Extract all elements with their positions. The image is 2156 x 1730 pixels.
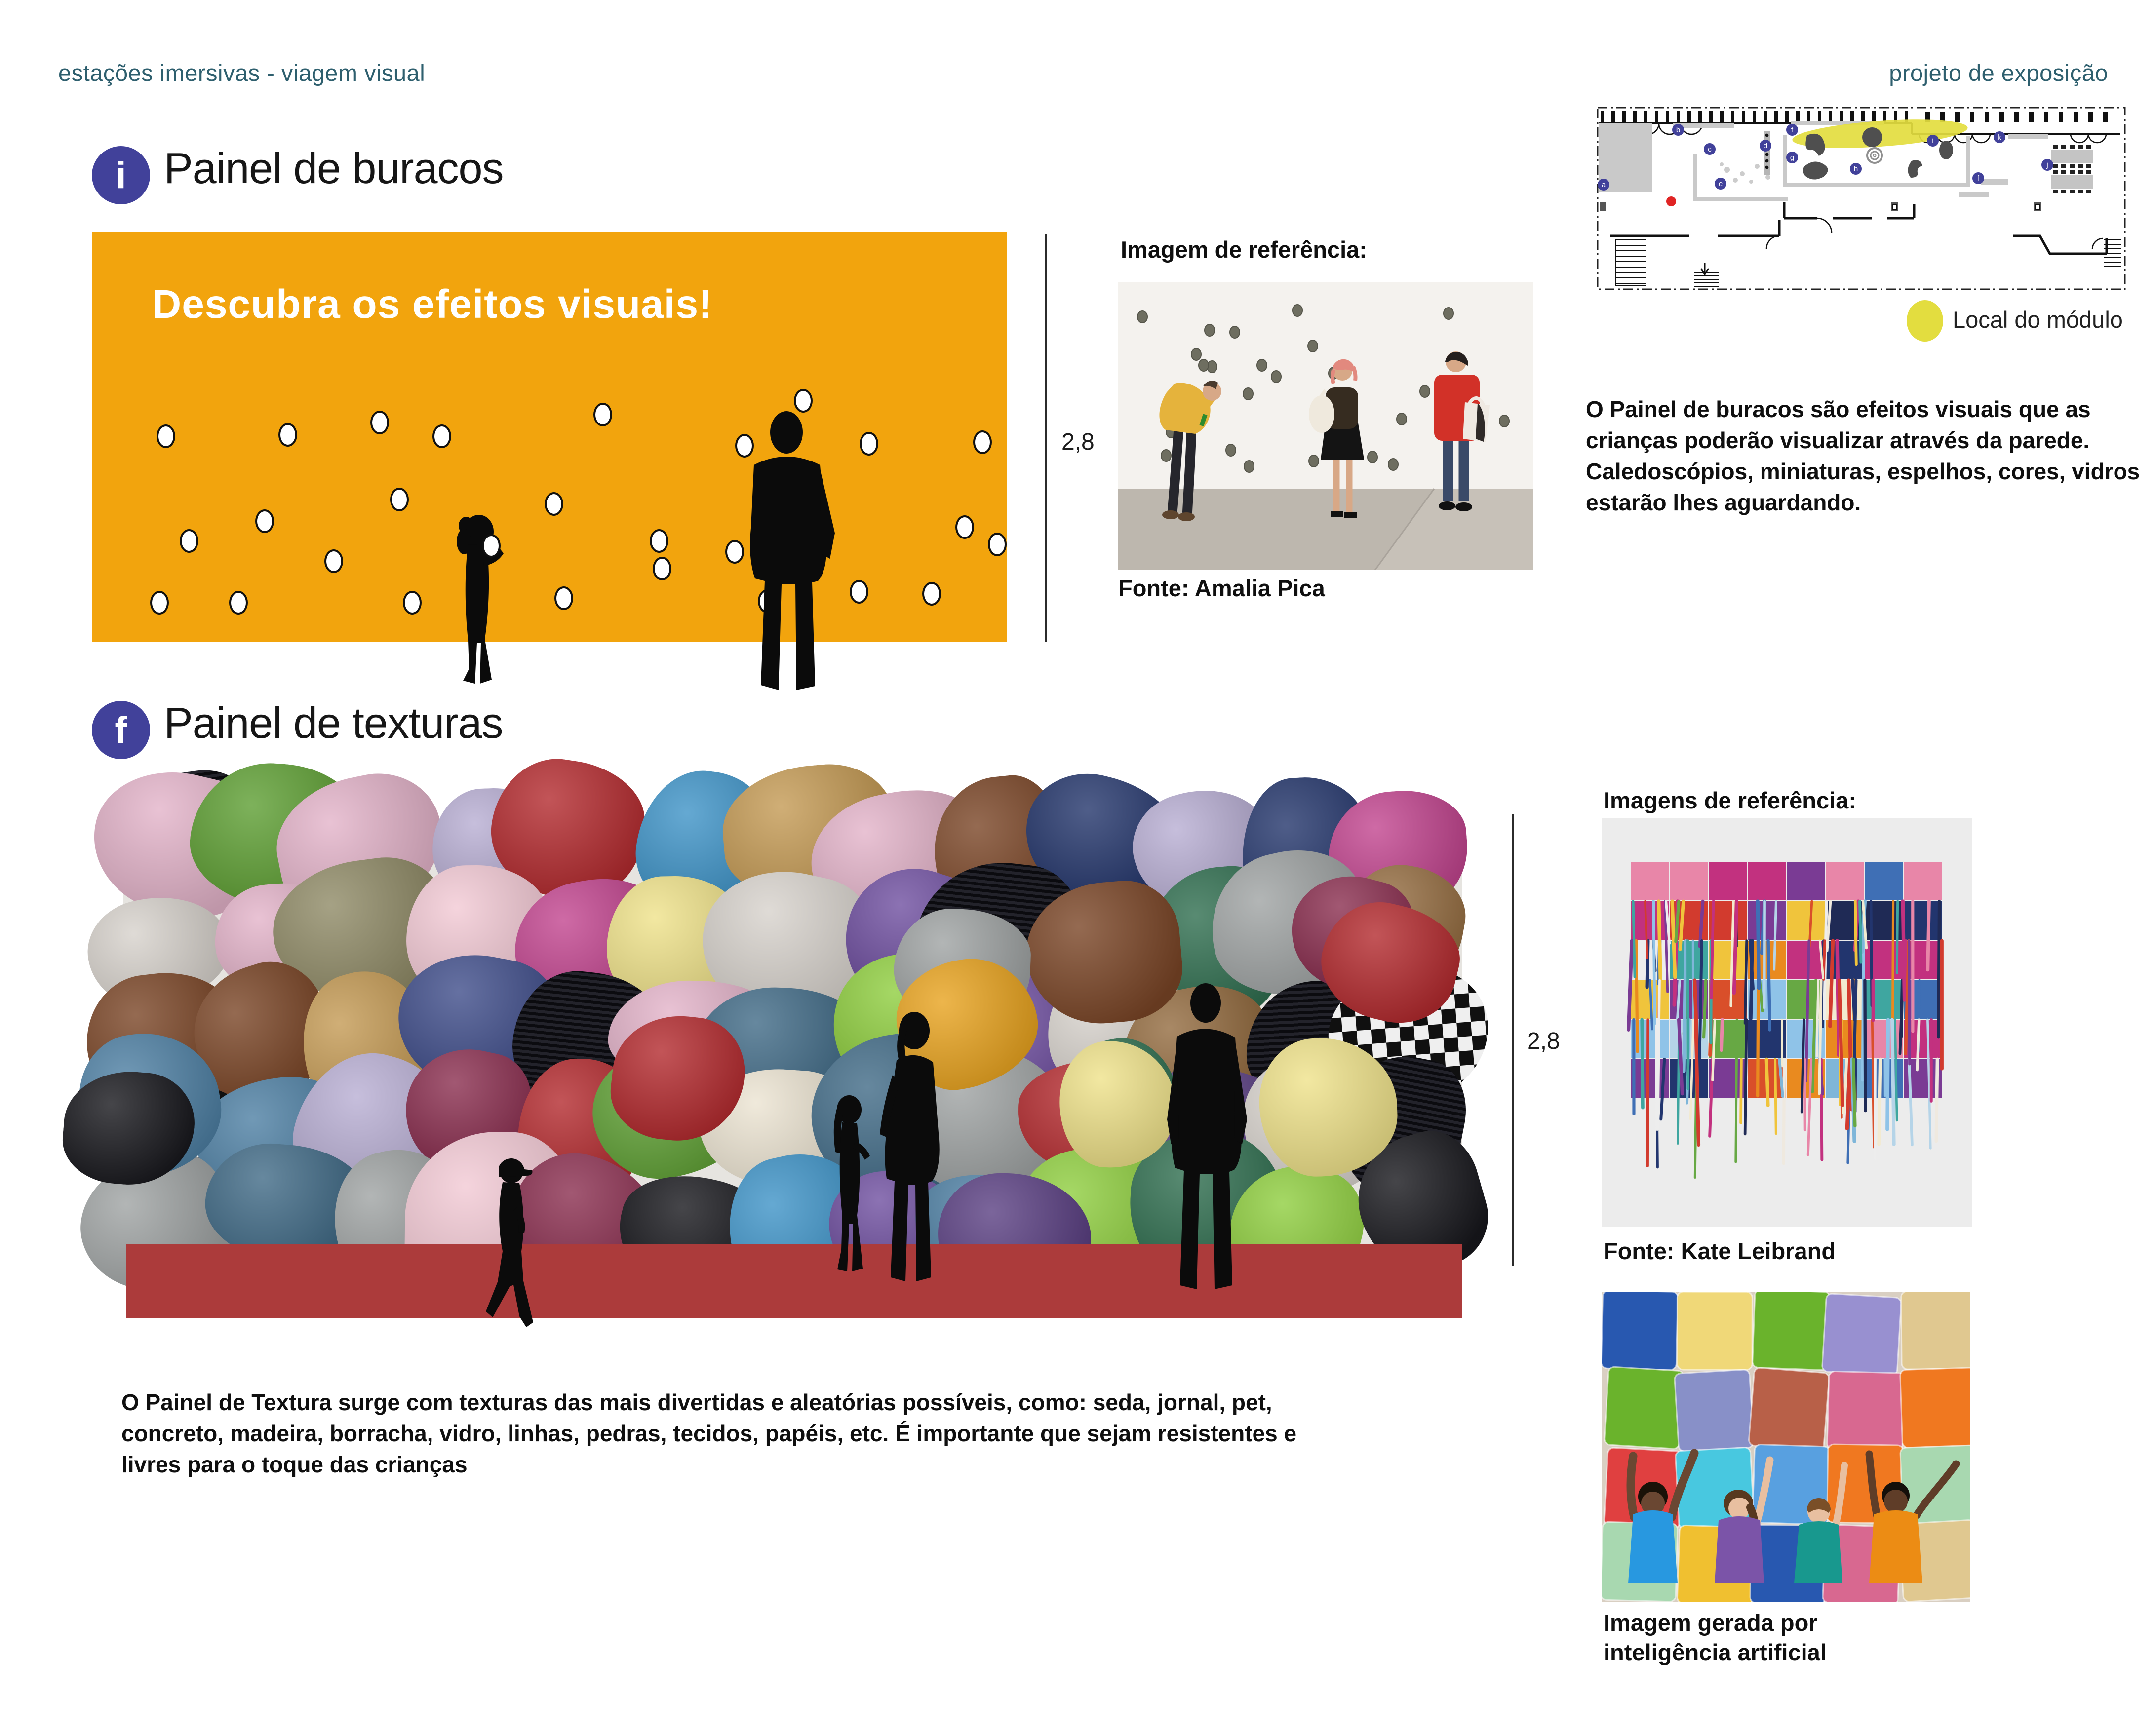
hole-dot [850, 580, 868, 604]
section-badge-f [92, 701, 150, 759]
dimension-label-holes: 2,8 [1061, 429, 1095, 455]
man-silhouette [1153, 981, 1259, 1297]
ai-generated-image [1602, 1292, 1970, 1602]
adult-silhouette [723, 410, 847, 696]
panel-headline: Descubra os efeitos visuais! [152, 282, 713, 327]
svg-text:e: e [1718, 180, 1723, 188]
child-silhouette [444, 511, 513, 689]
texture-collage-illustration [99, 770, 1476, 1333]
badge-letter: i [116, 154, 126, 196]
hole-dot [955, 515, 974, 539]
svg-text:f: f [1977, 174, 1980, 183]
reference-heading-textures: Imagens de referência: [1604, 787, 1856, 813]
svg-text:a: a [1601, 181, 1606, 189]
hole-dot [370, 411, 389, 434]
hole-dot [157, 424, 175, 448]
hole-dot [988, 533, 1007, 556]
svg-text:j: j [2046, 161, 2048, 169]
hole-dot-peek [482, 534, 501, 558]
hole-dot [180, 529, 198, 553]
dimension-label-textures: 2,8 [1527, 1028, 1560, 1054]
header-left-text: estações imersivas - viagem visual [58, 60, 426, 86]
hole-dot [150, 591, 169, 615]
textures-description: O Painel de Textura surge com texturas das mais divertidas e aleatórias possíveis, como: seda, jornal, pet, concreto, madeira, borracha, vidro, linhas, pedras, tecidos, papéis, etc. É importante que sejam resistentes e livres para o toque das crianças [121, 1389, 1297, 1477]
reference-image-caption: Fonte: Kate Leibrand [1604, 1238, 1836, 1264]
svg-text:h: h [1853, 165, 1858, 173]
svg-text:f: f [1791, 126, 1794, 134]
hole-dot [860, 432, 878, 456]
svg-text:b: b [1676, 126, 1681, 134]
svg-text:c: c [1708, 145, 1712, 154]
hole-dot [390, 488, 409, 511]
hole-dot [278, 423, 297, 447]
hole-dot [255, 509, 274, 533]
badge-letter: f [115, 709, 127, 751]
hole-dot [324, 549, 343, 573]
ai-image-caption: Imagem gerada por inteligência artificial [1604, 1610, 1827, 1665]
svg-text:d: d [1763, 142, 1768, 150]
hole-dot [554, 586, 573, 610]
hole-dot [432, 424, 451, 448]
hole-dot [545, 492, 563, 516]
reference-photo-amalia-pica [1118, 282, 1533, 570]
hole-dot [973, 430, 992, 454]
exhibition-floorplan [1596, 106, 2127, 291]
svg-text:g: g [1790, 154, 1795, 162]
hole-dot [593, 403, 612, 426]
hole-dot [922, 582, 941, 606]
hole-dot [653, 557, 671, 580]
section-title-texturas: Painel de texturas [164, 698, 503, 747]
header-right-text: projeto de exposição [1889, 60, 2108, 86]
dimension-line-textures [1512, 814, 1514, 1266]
reference-image-weaving [1602, 818, 1972, 1227]
plan-tables [2051, 145, 2093, 193]
section-badge-i [92, 146, 150, 204]
legend-label: Local do módulo [1953, 307, 2123, 333]
section-title-buracos: Painel de buracos [164, 144, 504, 192]
svg-text:k: k [1998, 133, 2001, 142]
woman-silhouette [867, 1011, 958, 1292]
hole-dot [650, 529, 668, 553]
collage-floor [126, 1244, 1462, 1318]
reference-photo-caption: Fonte: Amalia Pica [1118, 575, 1325, 601]
holes-description: O Painel de buracos são efeitos visuais que as crianças poderão visualizar através da parede. Caledoscópios, miniaturas, espelhos, cores, vidros estarão lhes aguardando. [1586, 396, 2140, 515]
dimension-line-holes [1045, 234, 1047, 642]
svg-text:i: i [1932, 137, 1934, 145]
legend-yellow-swatch [1907, 300, 1943, 342]
holes-panel-illustration [92, 232, 1007, 642]
walking-boy-silhouette [474, 1153, 543, 1330]
hole-dot [229, 591, 248, 615]
reference-heading-holes: Imagem de referência: [1121, 236, 1367, 263]
hole-dot [403, 591, 422, 615]
hole-dot [794, 389, 813, 413]
